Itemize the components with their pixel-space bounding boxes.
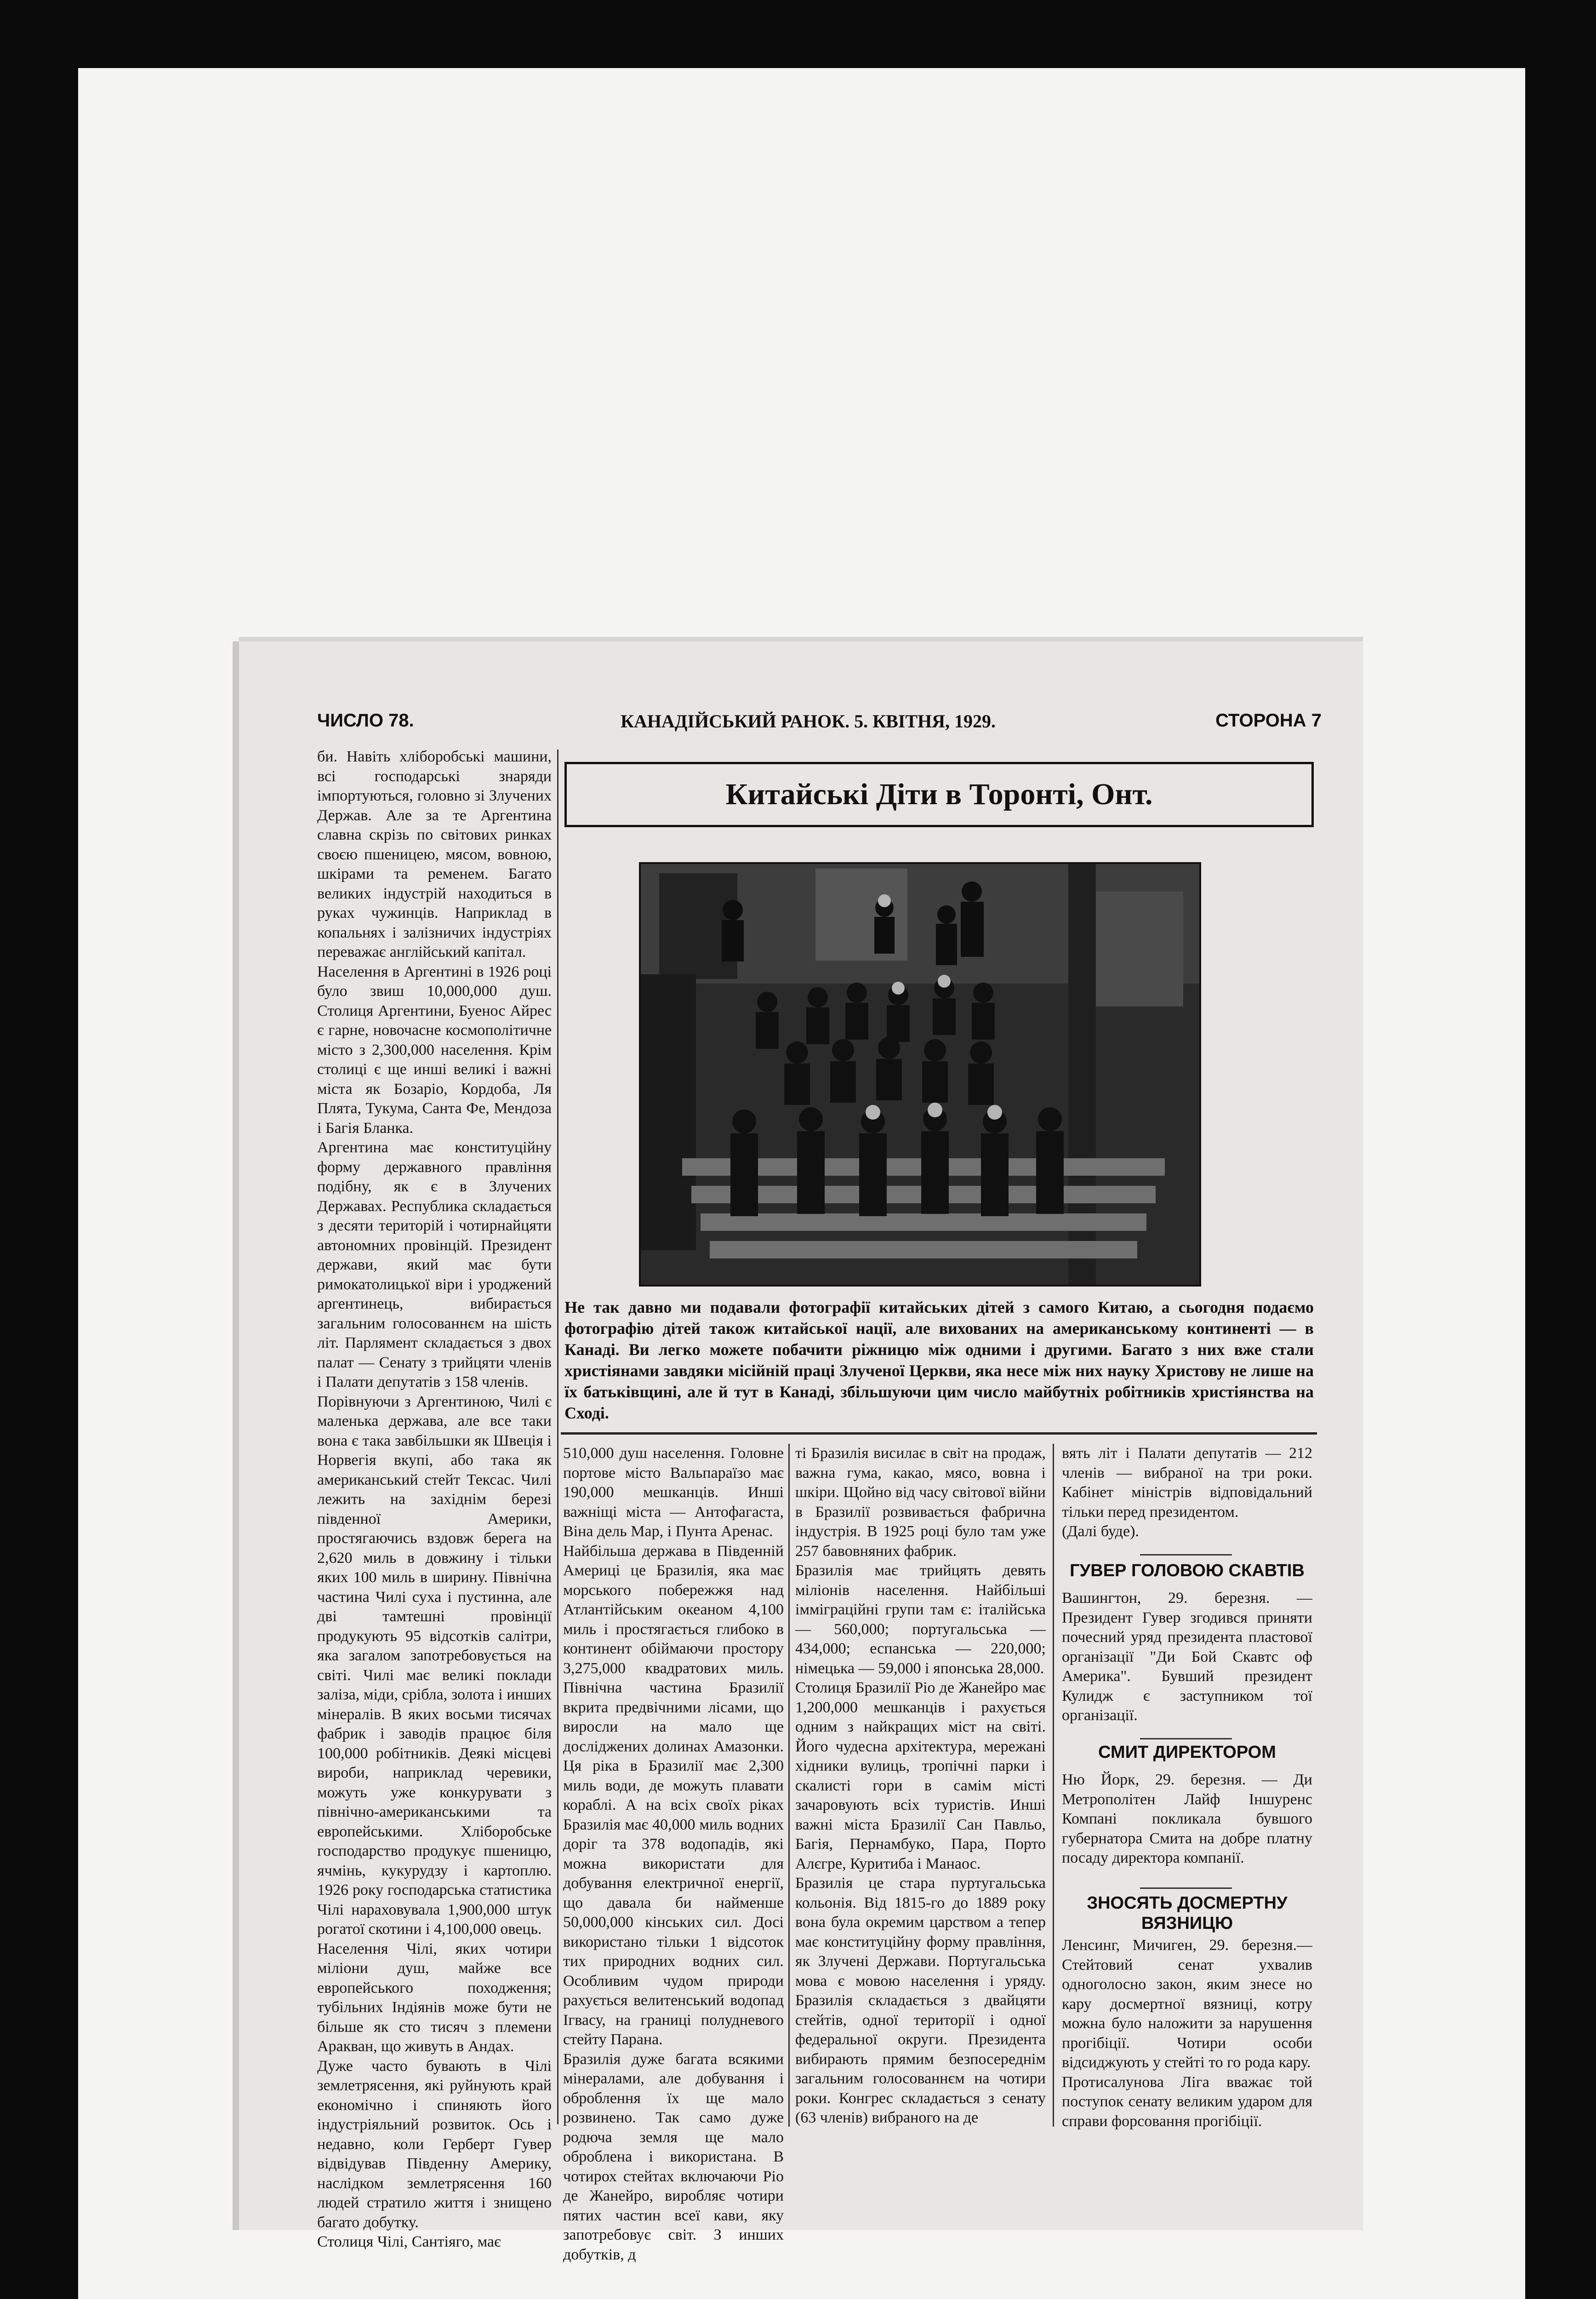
column-rule	[1053, 1444, 1054, 2127]
column-3: ті Бразилія висилає в світ на продаж, важна гума, какао, мясо, вовна і шкіри. Щойно від часу світової війни в Бразилії розвивається фабрична індустрія. В 1925 році було там уже 257 бавовняних фабрик. Бразилія має трийцять девять міліонів населення. Найбільші імміграційні групи там є: італійська — 560,000; португальська — 434,000; еспанська — 220,000; німецька — 59,000 і японська 28,000. Столиця Бразилії Ріо де Жанейро має 1,200,000 мешканців і рахується одним з найкращих міст на світі. Його чудесна архітектура, мережані хідники вулиць, тропічні парки і скалисті гори в самім місті зачаровують всіх туристів. Инші важні міста Бразилії Сан Павльо, Багія, Пернамбуко, Пара, Порто Алєгре, Куритиба і Манаос. Бразилія це стара пуртугальська кольонія. Від 1815-го до 1889 року вона була окремим царством а тепер має конституційну форму правління, як Злучені Держави. Португальська мова є мовою населення і уряду. Бразилія складається з двайцяти стейтів, одної території і одної федеральної округи. Президента вибирають прямим безпосереднім загальним голосованнєм на чотири роки. Конгрес складається з сенату (63 членів) вибраного на де	[795, 1445, 1046, 2126]
news-headline: ГУВЕР ГОЛОВОЮ СКАВТІВ	[1070, 1561, 1305, 1580]
news-headline: ЗНОСЯТЬ ДОСМЕРТНУ ВЯЗНИЦЮ	[1087, 1893, 1288, 1933]
separator	[1140, 1554, 1232, 1556]
photo-image	[641, 864, 1199, 1285]
news-body: Вашингтон, 29. березня. — Президент Гувер згодився приняти почесний уряд президента пластової організації "Ди Бой Скавтс оф Америка". Бувший президент Кулидж є заступником тої організації.	[1062, 1590, 1312, 1724]
column-4-continued: вять літ і Палати депутатів — 212 членів — вибраної на три роки. Кабінет міністрів відповідальний тільки перед президентом. (Далі буде).	[1062, 1445, 1312, 1540]
separator	[1140, 1887, 1232, 1889]
page-header	[317, 710, 1322, 738]
issue-number: ЧИСЛО 78.	[317, 710, 414, 731]
masthead-date: КАНАДІЙСЬКИЙ РАНОК. 5. КВІТНЯ, 1929.	[621, 711, 996, 732]
column-rule	[788, 1444, 790, 2127]
photo-caption: Не так давно ми подавали фотографії китайських дітей з самого Китаю, а сьогодня подаємо фотографію дітей також китайської нації, але вихованих на американському континенті — в Канаді. Ви легко можете побачити ріжницю між одними і другими. Багато з них вже стали христіянами завдяки місійній праці Злученої Церкви, яка несе між них науку Христову не лише на їх батьківщині, але й тут в Канаді, збільшуючи цим число майбутніх робітників христіянства на Сході.	[564, 1298, 1314, 1422]
page-number: СТОРОНА 7	[1215, 710, 1322, 731]
column-1: би. Навіть хліборобські машини, всі господарські знаряди імпортуються, головно зі Злучених Держав. Але за те Аргентина славна скрізь по світових ринках своєю пшеницею, мясом, вовною, шкірами та ременем. Багато великих індустрій находиться в руках чужинців. Наприклад в копальнях і залізничих індустріях переважає англійський капітал. Населення в Аргентині в 1926 році було звиш 10,000,000 душ. Столиця Аргентини, Буенос Айрес є гарне, новочасне космополітичне місто з 2,300,000 населення. Крім столиці є ще инші великі і важні міста як Бозаріо, Кордоба, Ля Плята, Тукума, Санта Фе, Мендоза і Багія Бланка. Аргентина має конституційну форму державного правління подібну, як є в Злучених Державах. Республика складається з десяти територій і чотирнайцяти автономних провінцій. Президент держави, який має бути римокатолицької віри і уроджений аргентинець, вибирається загальним голосованнєм на шість літ. Парлямент складається з двох палат — Сенату з трийцяти членів і Палати депутатів з 158 членів. Порівнуючи з Аргентиною, Чилі є маленька держава, але все таки вона є така завбільшки як Швеція і Норвегія вкупі, або така як американський стейт Тексас. Чилі лежить на західнім березі південної Америки, простягаючись вздовж берега на 2,620 миль в довжину і тільки яких 100 миль в ширину. Північна частина Чилі суха і пустинна, але дві тамтешні провінції продукують 95 відсотків салітри, яка загалом запотребовується на світі. Чилі має великі поклади заліза, міди, срібла, золота і инших мінералів. В яких восьми тисячах фабрик і заводів працює біля 100,000 робітників. Деякі місцеві вироби, наприклад черевики, можуть уже конкурувати з північно-американськими та европейськими. Хліборобське господарство продукує пшеницю, ячмінь, кукурудзу і картоплю. 1926 року господарська статистика Чілі нараховувала 1,900,000 штук рогатої скотини і 4,100,000 овець. Населення Чілі, яких чотири міліони душ, майже все европейського походження; тубільних Індіянів може бути не більше як сто тисяч з племени Аракван, що живуть в Андах. Дуже часто бувають в Чілі землетрясення, які руйнують край економічно і спиняють його індустріяльний розвиток. Ось і недавно, коли Герберт Гувер відвідував Південну Америку, наслідком землетрясення 160 людей стратило життя і знищено багато добутку. Столиця Чілі, Сантіяго, має	[317, 748, 552, 2250]
article-title: Китайські Діти в Торонті, Онт.	[725, 778, 1153, 811]
group-photo	[639, 862, 1201, 1287]
column-2: 510,000 душ населення. Головне портове місто Вальпараїзо має 190,000 мешканців. Инші важніщі міста — Антофагаста, Віна дель Мар, і Пунта Аренас. Найбільша держава в Південній Америці це Бразилія, яка має морського побережжя над Атлантійським океаном 4,100 миль і простягається глибоко в континент обіймаючи простору 3,275,000 квадратових миль. Північна частина Бразилії вкрита предвічними лісами, що виросли на мало ще досліджених долинах Амазонки. Ця ріка в Бразилії має 2,300 миль води, де можуть плавати кораблі. А на всіх своїх ріках Бразилія має 40,000 миль водних доріг та 378 водопадів, які можна використати для добування електричної енергії, що давала би найменше 50,000,000 кінських сил. Досі використано тільки 1 відсоток тих природних водних сил. Особливим чудом природи рахується велитенський водопад Ігвасу, на границі полудневого стейту Парана. Бразилія дуже багата всякими мінералами, але добування і оброблення їх ще мало розвинено. Так само дуже родюча земля ще мало оброблена і використана. В чотирох стейтах включаючи Ріо де Жанейро, виробляє чотири пятих частин всеї кави, яку запотребовує світ. З инших добутків, д	[563, 1445, 784, 2263]
separator	[1140, 1738, 1232, 1739]
news-body: Ленсинг, Мичиген, 29. березня.—Стейтовий сенат ухвалив одноголосно закон, яким знесе но кару досмертної вязниці, котру можна було наложити за нарушення прогібіції. Чотири особи відсиджують у стейті то го рода кару. Протисалунова Ліга вважає той поступок сенату великим ударом для справи форсовання прогібіції.	[1062, 1937, 1312, 2130]
news-body: Ню Йорк, 29. березня. — Ди Метрополітен Лайф Іншуренс Компані покликала бувшого губернатора Смита на добре платну посаду директора компанії.	[1062, 1771, 1312, 1866]
article-bottom-rule	[561, 1432, 1317, 1435]
news-headline: СМИТ ДИРЕКТОРОМ	[1098, 1743, 1276, 1762]
article-title-box	[564, 762, 1314, 827]
newspaper-page	[239, 641, 1363, 2263]
column-rule	[557, 749, 559, 2124]
